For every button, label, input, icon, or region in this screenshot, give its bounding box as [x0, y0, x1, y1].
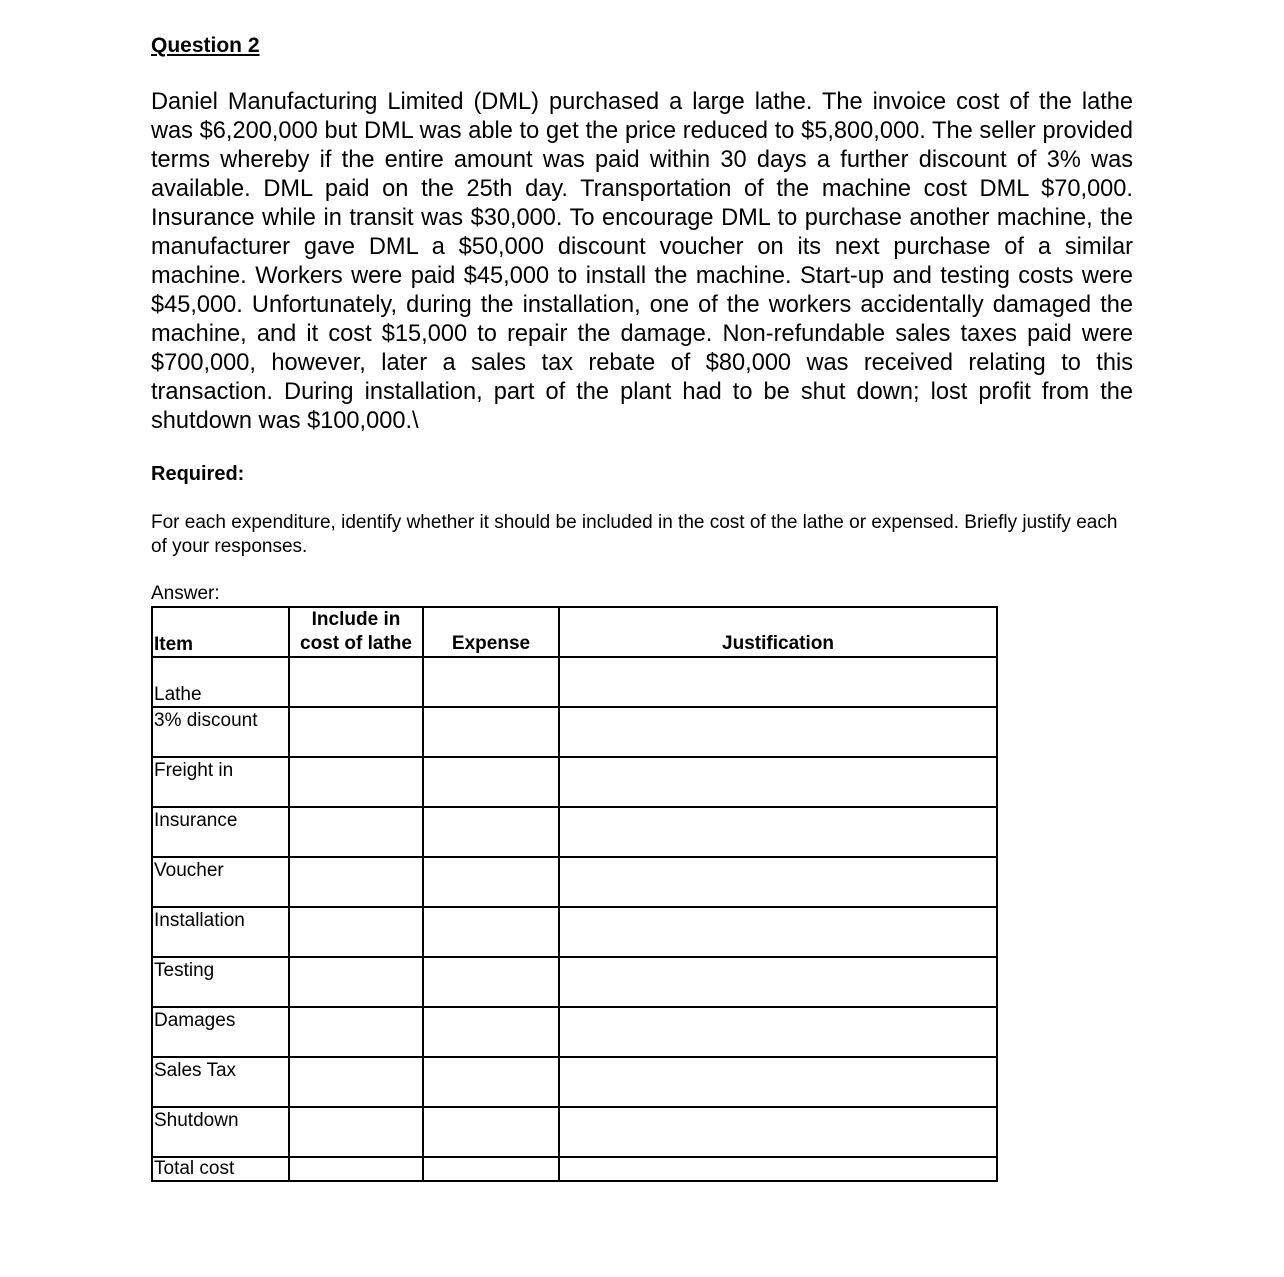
table-row — [152, 657, 997, 707]
item-cell: Installation — [152, 907, 289, 957]
item-cell: Shutdown — [152, 1107, 289, 1157]
table-row — [152, 1157, 997, 1181]
include-cell[interactable] — [289, 657, 423, 707]
item-cell: Freight in — [152, 757, 289, 807]
header-expense: Expense — [423, 607, 559, 657]
include-cell[interactable] — [289, 757, 423, 807]
header-justification: Justification — [559, 607, 997, 657]
table-row — [152, 707, 997, 757]
expense-cell[interactable] — [423, 707, 559, 757]
include-cell[interactable] — [289, 1107, 423, 1157]
expense-cell[interactable] — [423, 657, 559, 707]
expense-cell[interactable] — [423, 1157, 559, 1181]
table-row — [152, 857, 997, 907]
expense-cell[interactable] — [423, 757, 559, 807]
expense-cell[interactable] — [423, 807, 559, 857]
expense-cell[interactable] — [423, 907, 559, 957]
justification-cell[interactable] — [559, 657, 997, 707]
table-row — [152, 1057, 997, 1107]
include-cell[interactable] — [289, 707, 423, 757]
question-body: Daniel Manufacturing Limited (DML) purchased a large lathe. The invoice cost of the lathe was $6,200,000 but DML was able to get the price reduced to $5,800,000. The seller provided terms whereby if the entire amount was paid within 30 days a further discount of 3% was available. DML paid on the 25th day. Transportation of the machine cost DML $70,000. Insurance while in transit was $30,000. To encourage DML to purchase another machine, the manufacturer gave DML a $50,000 discount voucher on its next purchase of a similar machine. Workers were paid $45,000 to install the machine. Start-up and testing costs were $45,000. Unfortunately, during the installation, one of the workers accidentally damaged the machine, and it cost $15,000 to repair the damage. Non-refundable sales taxes paid were $700,000, however, later a sales tax rebate of $80,000 was received relating to this transaction. During installation, part of the plant had to be shut down; lost profit from the shutdown was $100,000.\ — [151, 89, 1133, 434]
answer-table — [151, 606, 998, 1182]
item-cell: 3% discount — [152, 707, 289, 757]
include-cell[interactable] — [289, 807, 423, 857]
include-cell[interactable] — [289, 1007, 423, 1057]
header-include: Include in cost of lathe — [289, 607, 423, 657]
expense-cell[interactable] — [423, 957, 559, 1007]
answer-label: Answer: — [151, 583, 220, 604]
justification-cell[interactable] — [559, 1157, 997, 1181]
table-row — [152, 807, 997, 857]
include-cell[interactable] — [289, 957, 423, 1007]
include-cell[interactable] — [289, 1157, 423, 1181]
justification-cell[interactable] — [559, 907, 997, 957]
expense-cell[interactable] — [423, 1007, 559, 1057]
expense-cell[interactable] — [423, 857, 559, 907]
table-row — [152, 757, 997, 807]
question-title: Question 2 — [151, 34, 260, 57]
table-row — [152, 957, 997, 1007]
expense-cell[interactable] — [423, 1057, 559, 1107]
table-row — [152, 907, 997, 957]
include-cell[interactable] — [289, 1057, 423, 1107]
justification-cell[interactable] — [559, 807, 997, 857]
include-cell[interactable] — [289, 907, 423, 957]
required-heading: Required: — [151, 463, 245, 485]
table-row — [152, 1007, 997, 1057]
item-cell: Voucher — [152, 857, 289, 907]
expense-cell[interactable] — [423, 1107, 559, 1157]
header-row — [152, 607, 997, 657]
item-cell: Testing — [152, 957, 289, 1007]
table-row — [152, 1107, 997, 1157]
item-cell: Insurance — [152, 807, 289, 857]
item-cell: Sales Tax — [152, 1057, 289, 1107]
item-cell: Damages — [152, 1007, 289, 1057]
justification-cell[interactable] — [559, 707, 997, 757]
header-item: Item — [152, 607, 289, 657]
justification-cell[interactable] — [559, 957, 997, 1007]
justification-cell[interactable] — [559, 1007, 997, 1057]
include-cell[interactable] — [289, 857, 423, 907]
justification-cell[interactable] — [559, 857, 997, 907]
item-cell: Lathe — [152, 657, 289, 707]
justification-cell[interactable] — [559, 1107, 997, 1157]
justification-cell[interactable] — [559, 1057, 997, 1107]
instruction-text: For each expenditure, identify whether it should be included in the cost of the lathe or expensed. Briefly justify each of your responses. — [151, 512, 1118, 557]
justification-cell[interactable] — [559, 757, 997, 807]
item-cell: Total cost — [152, 1157, 289, 1181]
